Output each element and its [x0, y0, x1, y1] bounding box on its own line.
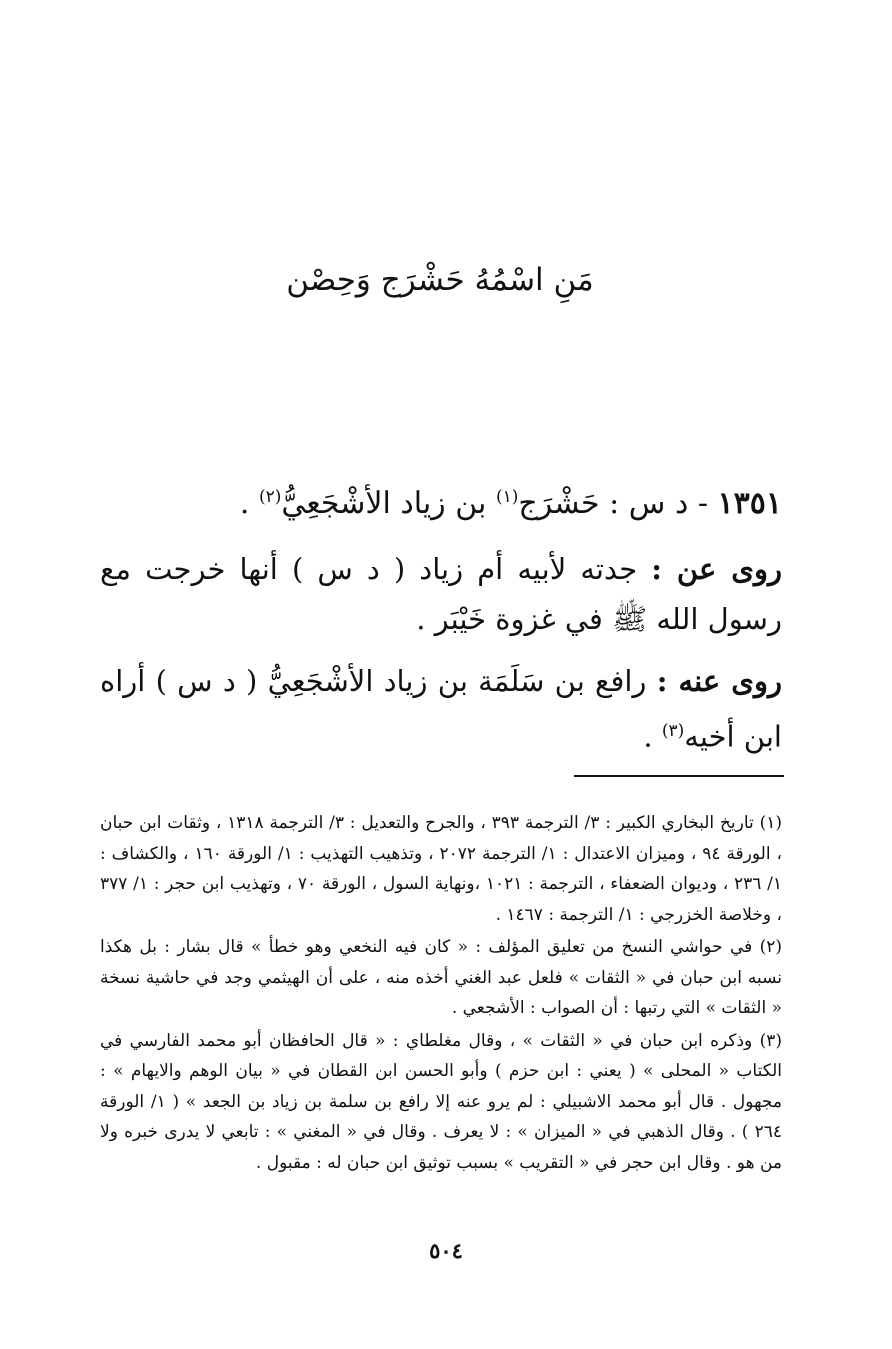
footnote-2: (٢) في حواشي النسخ من تعليق المؤلف : « كان فيه النخعي وهو خطأ » قال بشار : بل هكذا نسبه ابن حبان في « الثقات » فلعل عبد الغني أخذه منه ، على أن الهيثمي وجد في حاشية نسخة « الثقات » التي رتبها : أن الصواب : الأشجعي .: [100, 937, 782, 1018]
footnote-1: (١) تاريخ البخاري الكبير : ٣/ الترجمة ٣٩٣ ، والجرح والتعديل : ٣/ الترجمة ١٣١٨ ، وثقات ابن حبان ، الورقة ٩٤ ، وميزان الاعتدال : ١/ الترجمة ٢٠٧٢ ، وتذهيب التهذيب : ١/ الورقة ١٦٠ ، والكشاف : ١/ ٢٣٦ ، وديوان الضعفاء ، الترجمة : ١٠٢١ ،ونهاية السول ، الورقة ٧٠ ، وتهذيب ابن حجر : ١/ ٣٧٧ ، وخلاصة الخزرجي : ١/ الترجمة : ١٤٦٧ .: [100, 813, 783, 925]
footnote-ref-3[interactable]: (٣): [661, 721, 685, 741]
page-number: ٥٠٤: [429, 1238, 463, 1263]
narrated-by-label: روى عنه :: [656, 664, 783, 698]
narrated-from-text: جدته لأبيه أم زياد ( د س ) أنها خرجت مع رسول الله ﷺ في غزوة خَيْبَر .: [100, 552, 782, 636]
narrated-from-paragraph: [100, 544, 782, 644]
entry-codes: - د س :: [609, 486, 708, 521]
narrated-by-paragraph: [100, 656, 782, 762]
narrated-by-text: رافع بن سَلَمَة بن زياد الأشْجَعِيُّ ( د س ) أراه ابن أخيه: [100, 664, 782, 754]
footnote-ref-2[interactable]: (٢): [258, 487, 282, 507]
entry-name: حَشْرَج: [518, 486, 600, 521]
narrated-from-label: روى عن :: [651, 552, 783, 586]
footnote-divider: [574, 775, 784, 777]
footnotes: [100, 808, 782, 1180]
entry-heading: [100, 472, 782, 529]
entry-number: ١٣٥١: [717, 486, 782, 521]
entry-name-rest: بن زياد الأشْجَعِيُّ: [281, 486, 487, 521]
footnote-ref-1[interactable]: (١): [495, 487, 519, 507]
narrated-by-end: .: [643, 719, 653, 754]
section-title: مَنِ اسْمُهُ حَشْرَج وَحِصْن: [286, 262, 594, 298]
footnote-3: (٣) وذكره ابن حبان في « الثقات » ، وقال مغلطاي : « قال الحافظان أبو محمد الفارسي في الكتاب « المحلى » ( يعني : ابن حزم ) وأبو الحسن ابن القطان في « بيان الوهم والايهام » : مجهول . قال أبو محمد الاشبيلي : لم يرو عنه إلا رافع بن سلمة بن زياد بن الجعد » ( ١/ الورقة ٢٦٤ ) . وقال الذهبي في « الميزان » : لا يعرف . وقال في « المغني » : تابعي لا يدرى خبره ولا من هو . وقال ابن حجر في « التقريب » بسبب توثيق ابن حبان له : مقبول .: [100, 1030, 782, 1173]
entry-end: .: [239, 486, 250, 521]
